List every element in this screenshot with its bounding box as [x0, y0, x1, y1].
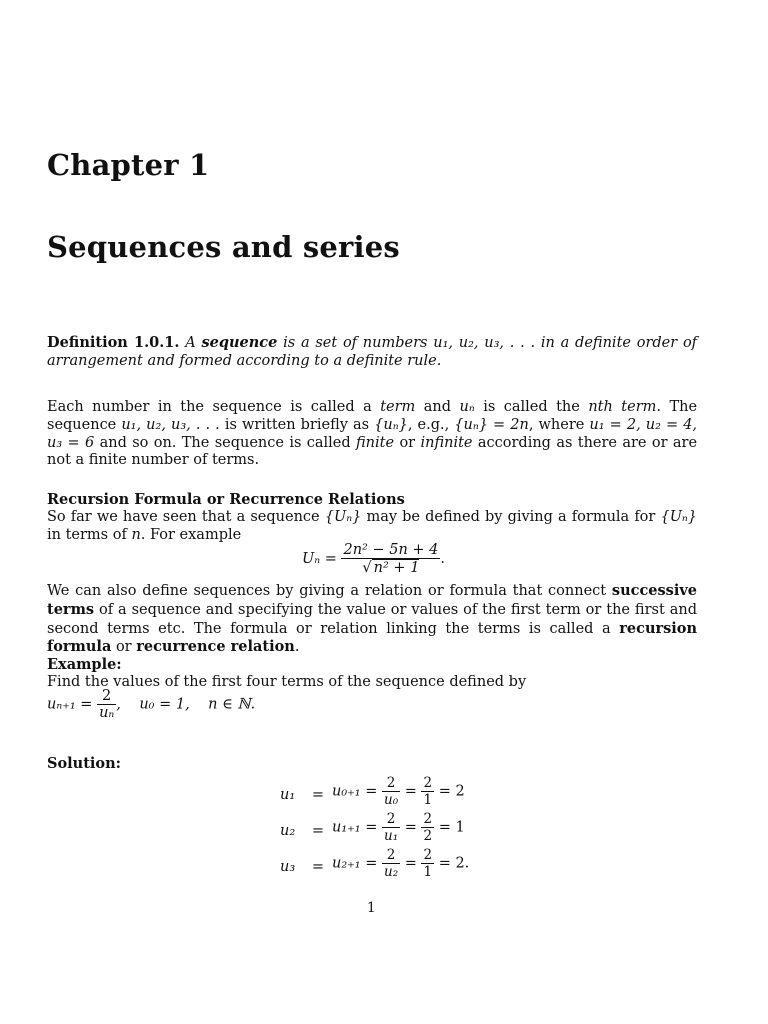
frac-den: 1	[423, 864, 433, 880]
solution-frac-2	[421, 811, 434, 844]
example-formula	[47, 688, 255, 721]
formula-end: .	[440, 551, 445, 567]
frac-num: 2	[423, 775, 433, 791]
solution-lhs: u₂	[280, 823, 296, 839]
solution-sub: u₀₊₁ =	[332, 783, 378, 800]
definition-text-2: in a definite order of arrangement and formed according to a definite rule.	[47, 335, 698, 369]
recursion-paragraph-1	[47, 509, 697, 545]
recursion-brace-Un-1: {Uₙ}	[324, 509, 362, 525]
solution-frac-1	[382, 811, 400, 844]
formula-fraction	[341, 542, 440, 576]
frac-den: u₂	[384, 864, 399, 880]
frac-num: 2	[386, 811, 396, 827]
intro-s10: according as there are or are not a finite number of terms.	[47, 434, 698, 469]
recursion-s4: . For example	[140, 526, 242, 543]
recursion-p2-c: or	[115, 639, 132, 656]
intro-infinite: infinite	[420, 434, 473, 451]
example-rest: , u₀ = 1, n ∈ ℕ.	[116, 696, 256, 713]
frac-den: u₀	[384, 792, 399, 808]
intro-finite: finite	[356, 434, 395, 451]
formula-lhs: Uₙ =	[302, 551, 337, 567]
example-den: uₙ	[99, 705, 115, 721]
intro-s9: or	[399, 434, 416, 451]
intro-s8: and so on. The sequence is called	[99, 434, 351, 451]
solution-frac-2	[421, 847, 434, 880]
equals-sign: =	[404, 819, 417, 836]
frac-num: 2	[386, 775, 396, 791]
page-number: 1	[367, 900, 376, 916]
frac-den: 2	[423, 828, 433, 844]
intro-un: uₙ	[459, 399, 475, 415]
recursion-s3: in terms of	[47, 526, 127, 543]
intro-term: term	[380, 399, 416, 415]
example-text: Find the values of the first four terms of the sequence defined by	[47, 674, 527, 690]
intro-s6: , e.g.,	[407, 416, 450, 433]
frac-den: u₁	[384, 828, 399, 844]
solution-eq: =	[311, 787, 325, 803]
frac-num: 2	[423, 847, 433, 863]
intro-s1: Each number in the sequence is called a	[47, 399, 372, 415]
solution-result: = 2	[438, 783, 465, 800]
example-fraction	[97, 688, 116, 721]
recursion-brace-Un-2: {Uₙ}	[660, 509, 698, 525]
chapter-title: Sequences and series	[47, 230, 400, 264]
intro-s2: and	[423, 399, 452, 415]
chapter-heading: Chapter 1	[47, 148, 210, 182]
solution-rhs	[332, 775, 465, 808]
solution-frac-1	[382, 775, 400, 808]
recursion-formula-term: recursion formula	[47, 619, 698, 656]
solution-eq: =	[311, 823, 325, 839]
solution-heading: Solution:	[47, 755, 121, 772]
recursion-paragraph-2	[47, 582, 697, 657]
formula-denominator	[341, 558, 440, 576]
recursion-s1: So far we have seen that a sequence	[47, 509, 320, 525]
frac-num: 2	[423, 811, 433, 827]
solution-frac-2	[421, 775, 434, 808]
solution-lhs: u₃	[280, 859, 296, 875]
equals-sign: =	[404, 855, 417, 872]
sqrt-sign: √	[362, 560, 372, 576]
example-lhs: uₙ₊₁ =	[47, 696, 93, 713]
un-formula	[302, 542, 445, 576]
intro-s5: is written briefly as	[224, 416, 370, 433]
formula-numerator: 2n² − 5n + 4	[343, 542, 439, 558]
intro-s4: The sequence	[47, 399, 698, 433]
intro-example-eq: {uₙ} = 2n	[454, 416, 529, 433]
recursion-n: n	[131, 526, 141, 543]
solution-result: = 1	[438, 819, 465, 836]
recursion-heading: Recursion Formula or Recurrence Relations	[47, 491, 405, 508]
solution-frac-1	[382, 847, 400, 880]
recursion-p2-a: We can also define sequences by giving a relation or formula that connect	[47, 583, 607, 599]
solution-rhs	[332, 811, 465, 844]
definition-a: A	[185, 335, 196, 351]
formula-radicand: n² + 1	[373, 560, 420, 576]
recursion-p2-b: of a sequence and specifying the value or values of the first term or the first and second terms etc. The formula or relation linking the terms is called a	[47, 601, 697, 637]
intro-s3: is called the	[483, 399, 580, 415]
frac-num: 2	[386, 847, 396, 863]
example-num: 2	[102, 688, 112, 704]
definition-term: sequence	[201, 334, 278, 351]
recursion-s2: may be defined by giving a formula for	[366, 509, 656, 525]
recursion-p2-d: .	[294, 639, 300, 656]
definition-paragraph	[47, 334, 697, 371]
solution-eq: =	[311, 859, 325, 875]
frac-den: 1	[423, 792, 433, 808]
example-heading: Example:	[47, 656, 122, 673]
solution-result: = 2.	[438, 855, 470, 872]
intro-values: u₁ = 2, u₂ = 4, u₃ = 6	[47, 416, 698, 451]
definition-seq-vars: u₁, u₂, u₃, . . .	[433, 335, 536, 351]
equals-sign: =	[404, 783, 417, 800]
solution-sub: u₁₊₁ =	[332, 819, 378, 836]
intro-brace-un: {uₙ}	[374, 416, 408, 433]
recurrence-relation-term: recurrence relation	[136, 638, 295, 656]
definition-label: Definition 1.0.1.	[47, 334, 180, 351]
intro-seq-vars: u₁, u₂, u₃, . . .	[121, 416, 220, 433]
solution-sub: u₂₊₁ =	[332, 855, 378, 872]
successive-terms: successive terms	[47, 582, 697, 618]
solution-lhs: u₁	[280, 787, 296, 803]
definition-text-1: is a set of numbers	[283, 335, 428, 351]
intro-paragraph	[47, 399, 697, 470]
intro-s7: , where	[528, 416, 585, 433]
intro-nth: nth term.	[588, 399, 661, 415]
solution-rhs	[332, 847, 469, 880]
